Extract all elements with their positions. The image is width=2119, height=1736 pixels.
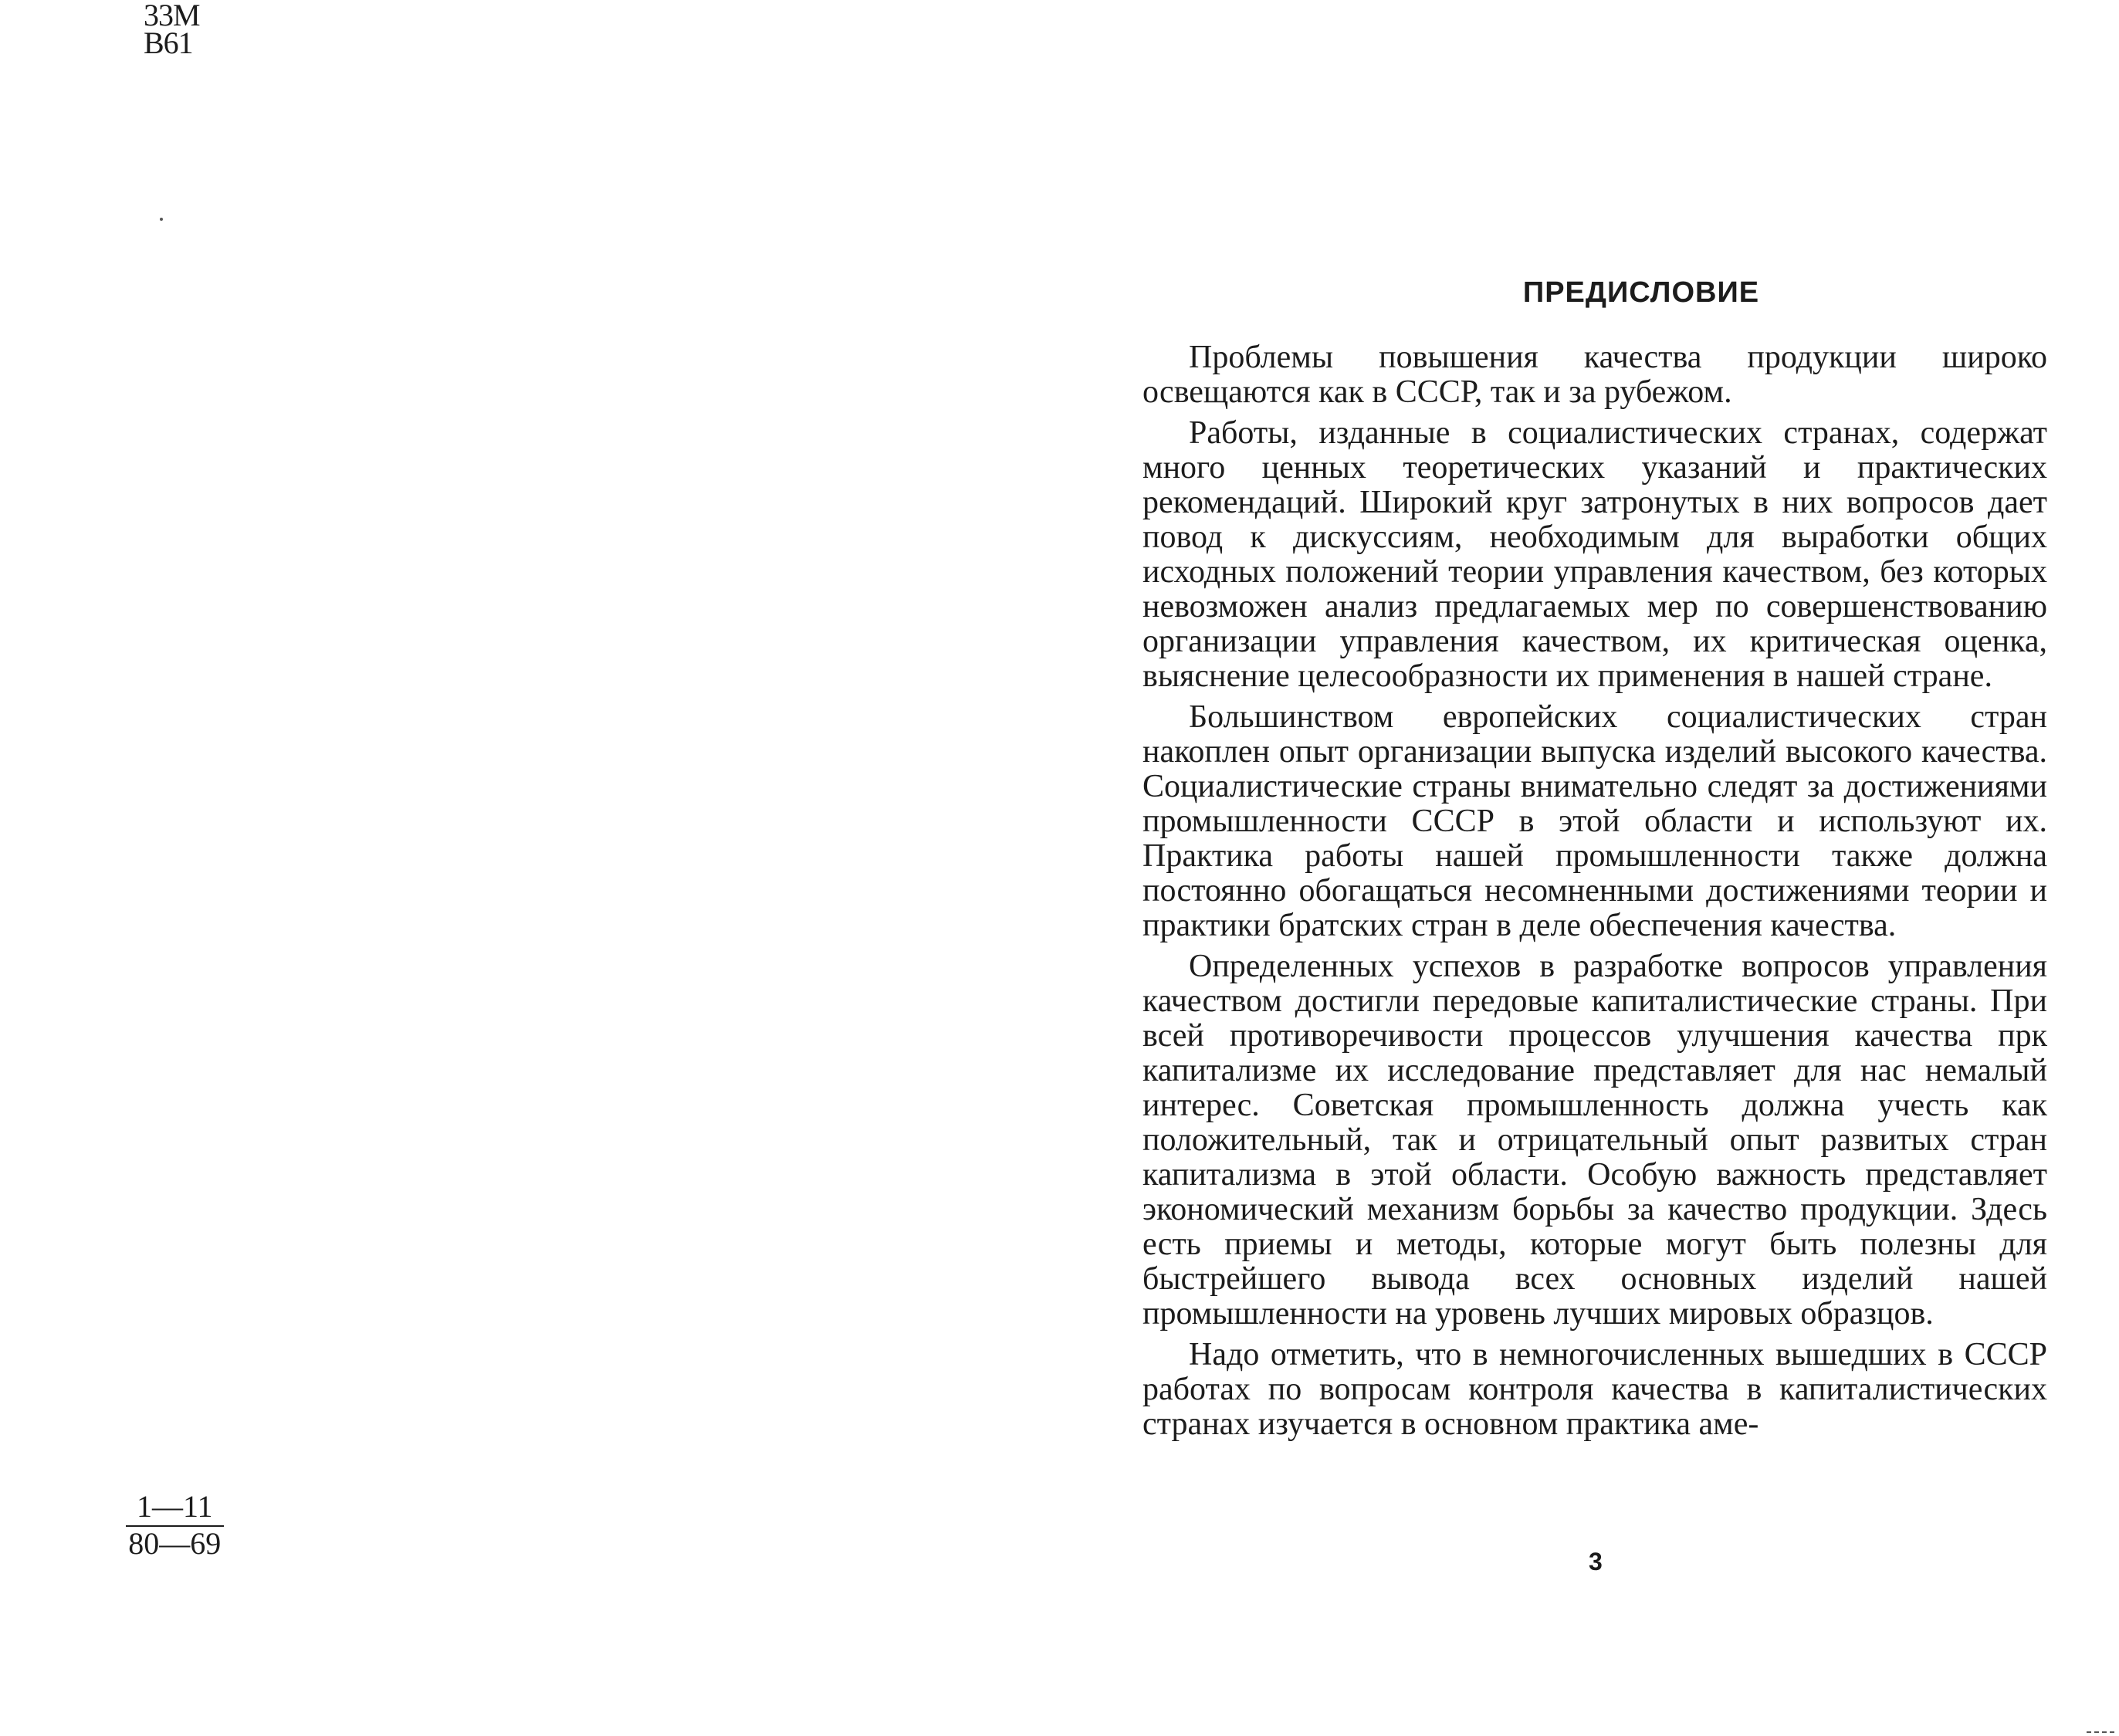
catalog-code-line-2: B61	[144, 25, 193, 60]
preface-paragraph-3: Большинством европейских социалистических стран накоплен опыт организации выпуска изделий высокого качества. Социалистические страны внимательно следят за достижениями промышленности СССР в этой области и используют их. Практика работы нашей промышленности также должна постоянно обогащаться несомненными достижениями теории и практики братских стран в деле обеспечения качества.	[1142, 699, 2047, 943]
preface-page	[1142, 276, 2047, 1448]
print-speck	[160, 218, 163, 221]
preface-paragraph-4: Определенных успехов в разработке вопросов управления качеством достигли передовые капиталистические страны. При всей противоречивости процессов улучшения качества прк капитализме их исследование представляет для нас немалый интерес. Советская промышленность должна учесть как положительный, так и отрицательный опыт развитых стран капитализма в этой области. Особую важность представляет экономический механизм борьбы за качество продукции. Здесь есть приемы и методы, которые могут быть полезны для быстрейшего вывода всех основных изделий нашей промышленности на уровень лучших мировых образцов.	[1142, 949, 2047, 1332]
edge-mark	[2087, 1731, 2114, 1735]
preface-paragraph-2: Работы, изданные в социалистических странах, содержат много ценных теоретических указаний и практических рекомендаций. Широкий круг затронутых в них вопросов дает повод к дискуссиям, необходимым для выработки общих исходных положений теории управления качеством, без которых невозможен анализ предлагаемых мер по совершенствованию организации управления качеством, их критическая оценка, выяснение целесообразности их применения в нашей стране.	[1142, 415, 2047, 694]
preface-paragraph-5: Надо отметить, что в немногочисленных вышедших в СССР работах по вопросам контроля качества в капиталистических странах изучается в основном практика аме-	[1142, 1337, 2047, 1442]
order-code	[126, 1491, 224, 1559]
catalog-code	[144, 0, 200, 60]
chapter-title: ПРЕДИСЛОВИЕ	[1522, 276, 1760, 309]
catalog-code-line-1: 33M	[144, 0, 200, 32]
preface-paragraph-1: Проблемы повышения качества продукции широко освещаются как в СССР, так и за рубежом.	[1142, 340, 2047, 410]
order-code-denominator: 80—69	[128, 1526, 222, 1561]
page-number: 3	[1589, 1548, 1603, 1575]
order-code-numerator: 1—11	[126, 1491, 224, 1527]
